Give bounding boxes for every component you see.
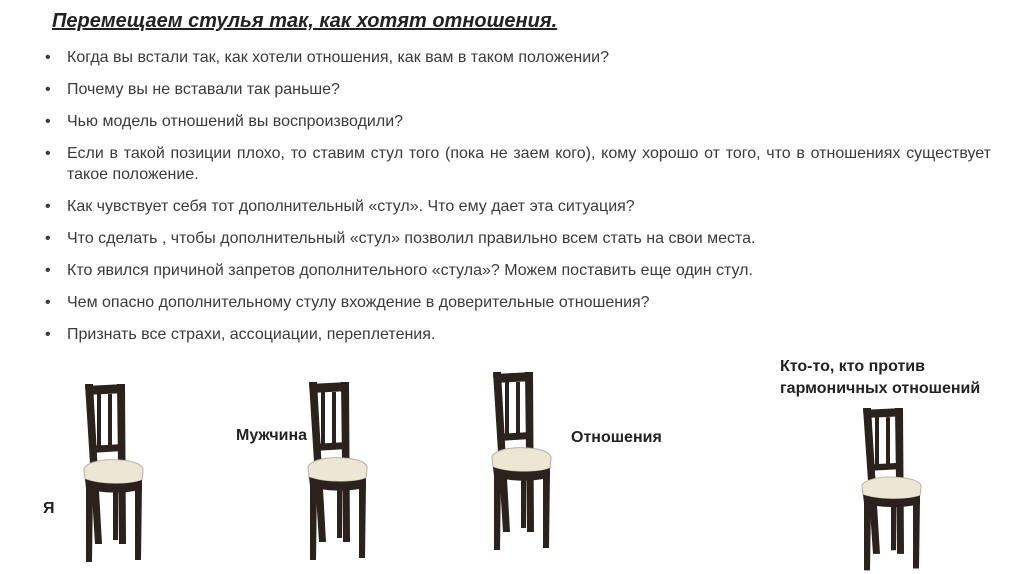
bullet-item [45, 324, 991, 345]
bullet-item [45, 143, 991, 185]
bullet-text: Чем опасно дополнительному стулу вхождение в доверительные отношения? [67, 294, 650, 311]
bullet-text: Кто явился причиной запретов дополнительного «стула»? Можем поставить еще один стул. [67, 262, 753, 279]
bullet-text: Если в такой позиции плохо, то ставим стул того (пока не заем кого), кому хорошо от того, что в отношениях существует такое положение. [67, 145, 991, 183]
chair-ya [80, 384, 150, 566]
bullet-item [45, 292, 991, 313]
bullet-dot: • [45, 326, 51, 343]
chair-opponent [858, 408, 928, 574]
bullet-text: Что сделать , чтобы дополнительный «стул» позволил правильно всем стать на свои места. [67, 230, 756, 247]
bullet-text: Чью модель отношений вы воспроизводили? [67, 113, 404, 130]
label-opponent-line2: гармоничных отношений [780, 380, 981, 397]
bullet-text: Когда вы встали так, как хотели отношения, как вам в таком положении? [67, 49, 609, 66]
bullet-dot: • [45, 113, 51, 130]
label-opponent-line1: Кто-то, кто против [780, 358, 925, 375]
label-opponent [780, 356, 980, 400]
bullet-item [45, 228, 991, 249]
bullet-list [45, 47, 991, 356]
bullet-item [45, 260, 991, 281]
bullet-dot: • [45, 145, 51, 162]
bullet-text: Как чувствует себя тот дополнительный «стул». Что ему дает эта ситуация? [67, 198, 635, 215]
bullet-dot: • [45, 198, 51, 215]
bullet-dot: • [45, 294, 51, 311]
label-man: Мужчина [236, 427, 308, 444]
bullet-item [45, 196, 991, 217]
bullet-dot: • [45, 262, 51, 279]
bullet-item [45, 111, 991, 132]
label-relationship: Отношения [571, 429, 662, 446]
bullet-dot: • [45, 81, 51, 98]
slide-title: Перемещаем стулья так, как хотят отношения. [52, 10, 558, 32]
bullet-text: Признать все страхи, ассоциации, переплетения. [67, 326, 436, 343]
bullet-item [45, 47, 991, 68]
label-ya: Я [43, 500, 55, 517]
bullet-item [45, 79, 991, 100]
bullet-dot: • [45, 230, 51, 247]
bullet-dot: • [45, 49, 51, 66]
chair-relationship [488, 372, 558, 554]
bullet-text: Почему вы не вставали так раньше? [67, 81, 340, 98]
chair-man [304, 382, 374, 564]
